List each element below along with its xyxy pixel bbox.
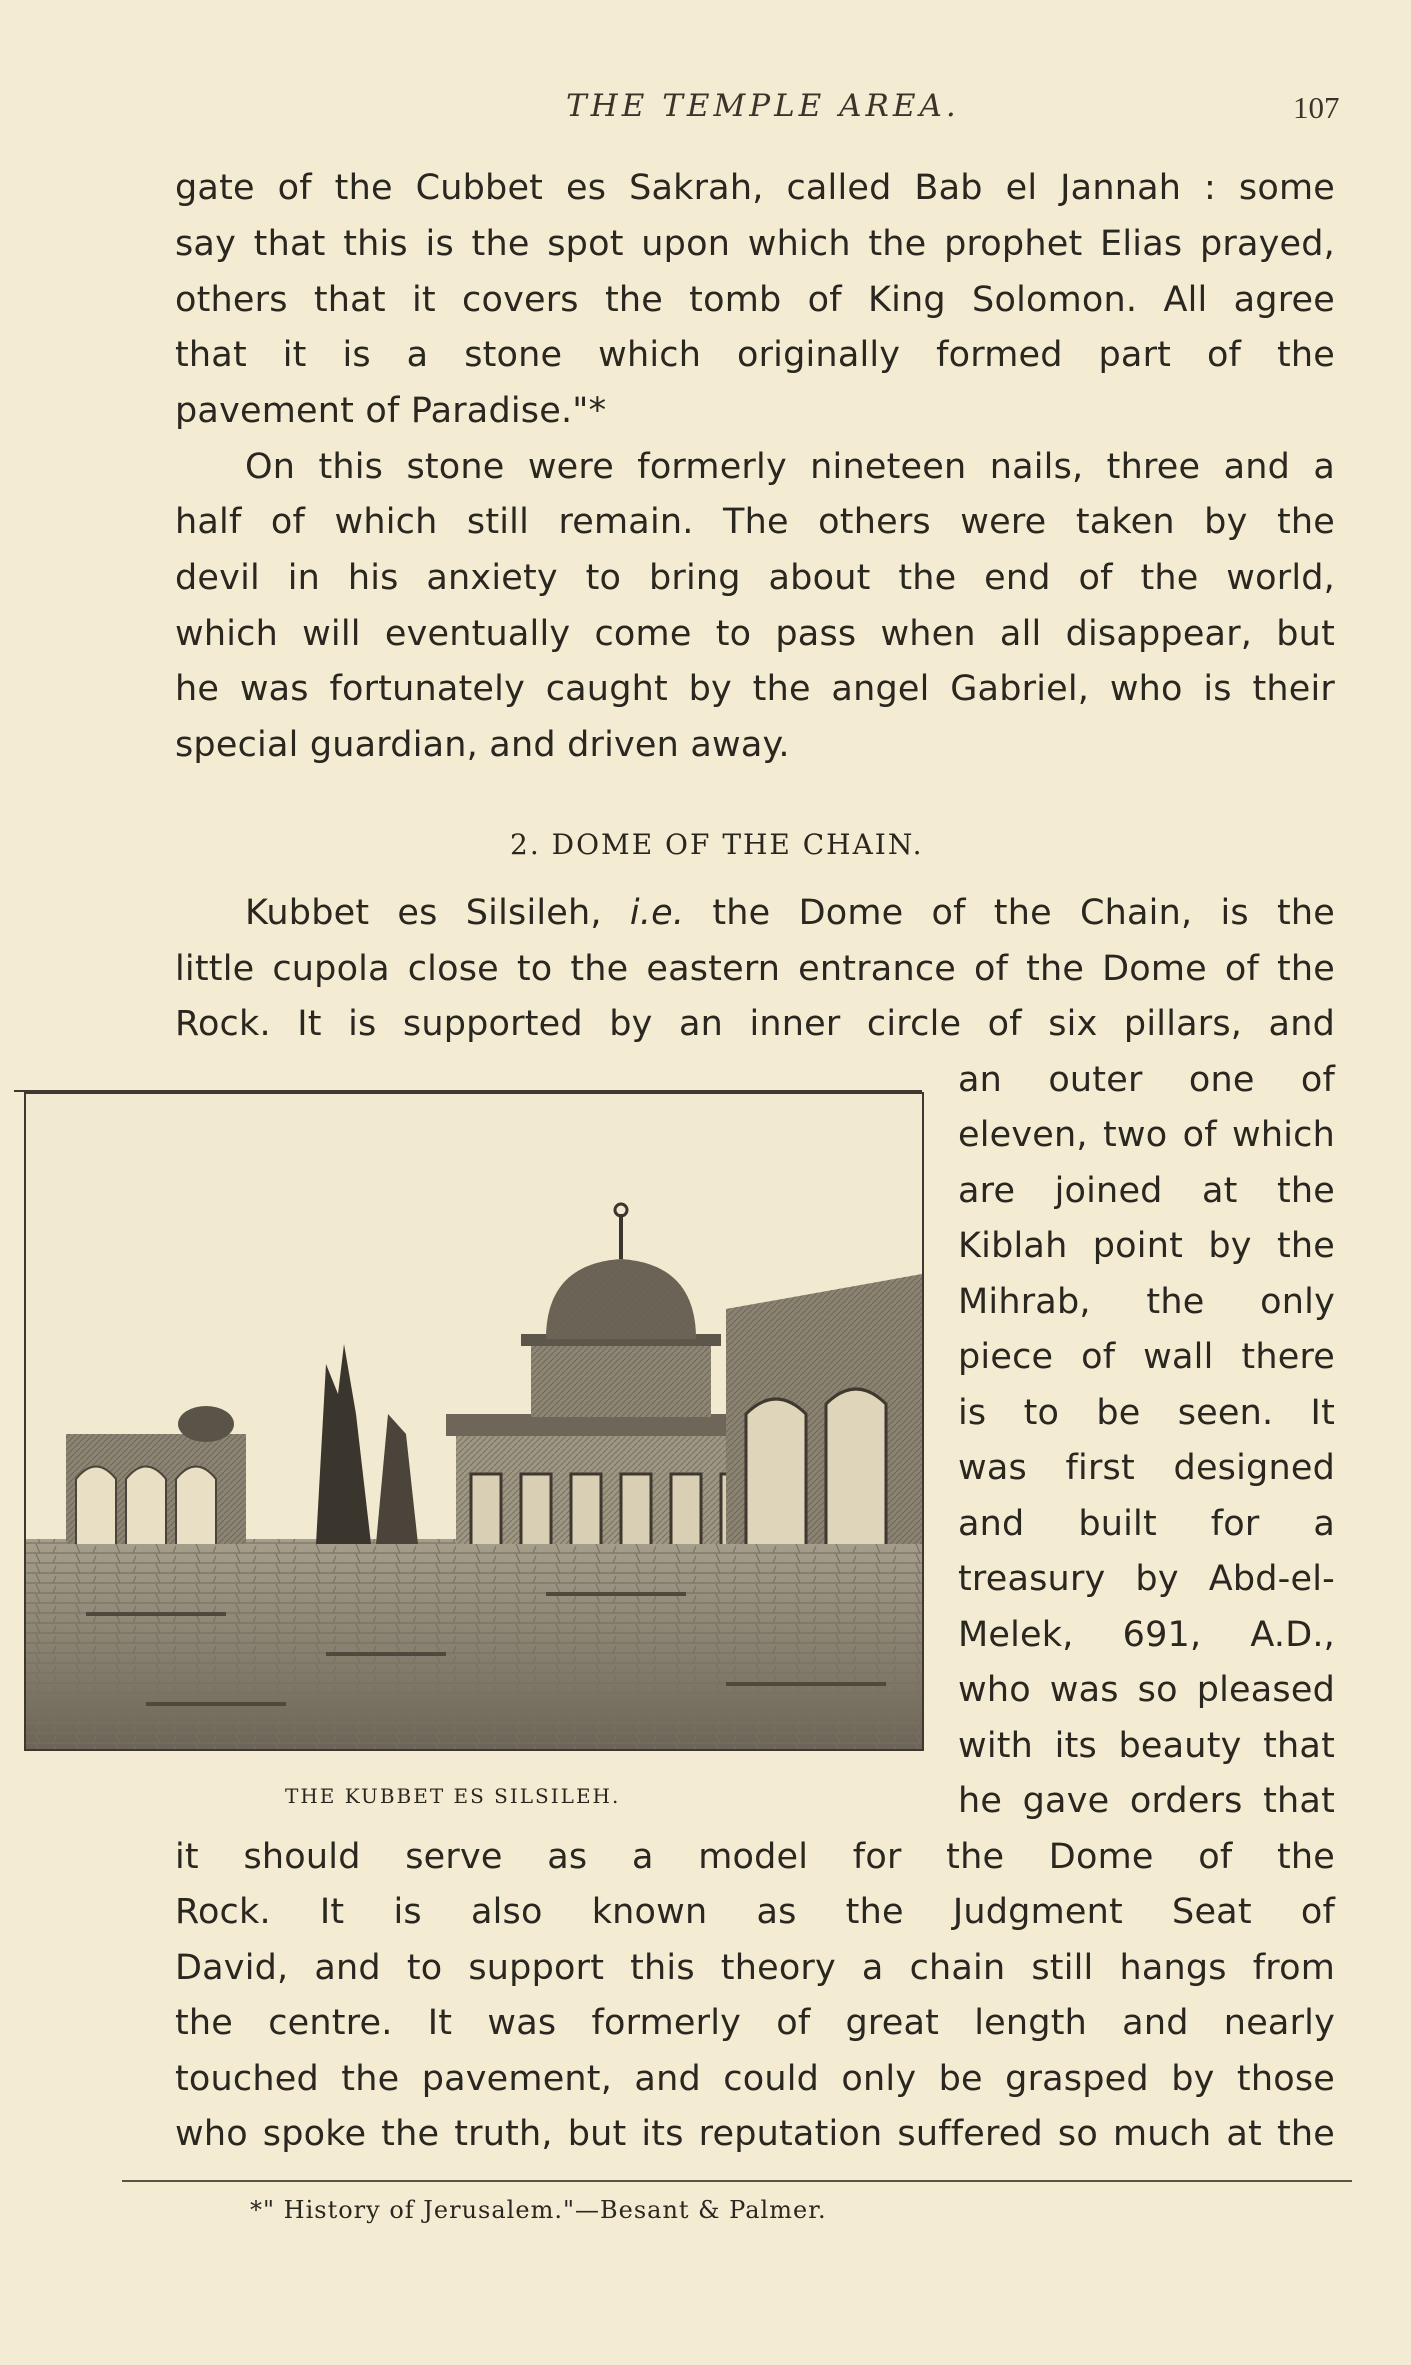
text-line bbox=[175, 889, 1335, 937]
text-line: he gave orders that bbox=[958, 1781, 1335, 1821]
text-line: treasury by Abd-el- bbox=[958, 1559, 1335, 1599]
text-line: On this stone were formerly nineteen nails, three and a bbox=[245, 447, 1335, 487]
text-line: eleven, two of which bbox=[958, 1115, 1335, 1155]
engraving-image bbox=[26, 1094, 922, 1749]
text-line: David, and to support this theory a chain still hangs from bbox=[175, 1948, 1335, 1988]
text-line: who spoke the truth, but its reputation suffered so much at the bbox=[175, 2114, 1335, 2154]
text-span: Kubbet es Silsileh, bbox=[245, 893, 630, 933]
text-line: Mihrab, the only bbox=[958, 1282, 1335, 1322]
text-line: it should serve as a model for the Dome of the bbox=[175, 1837, 1335, 1877]
text-line: are joined at the bbox=[958, 1171, 1335, 1211]
footnote: *" History of Jerusalem."—Besant & Palmer. bbox=[250, 2196, 827, 2224]
running-header-title: THE TEMPLE AREA. bbox=[566, 88, 960, 124]
text-line: gate of the Cubbet es Sakrah, called Bab el Jannah : some bbox=[175, 168, 1335, 208]
text-line: Rock. It is supported by an inner circle of six pillars, and bbox=[175, 1004, 1335, 1044]
text-line: he was fortunately caught by the angel Gabriel, who is their bbox=[175, 669, 1335, 709]
text-line: half of which still remain. The others were taken by the bbox=[175, 502, 1335, 542]
text-line: who was so pleased bbox=[958, 1670, 1335, 1710]
text-line: an outer one of bbox=[958, 1060, 1335, 1100]
text-line: and built for a bbox=[958, 1504, 1335, 1544]
dome-illustration bbox=[24, 1092, 924, 1751]
page-number: 107 bbox=[1293, 90, 1340, 125]
text-line: touched the pavement, and could only be grasped by those bbox=[175, 2059, 1335, 2099]
text-line: Melek, 691, A.D., bbox=[958, 1615, 1335, 1655]
text-line: the centre. It was formerly of great length and nearly bbox=[175, 2003, 1335, 2043]
text-line: that it is a stone which originally formed part of the bbox=[175, 335, 1335, 375]
text-line: piece of wall there bbox=[958, 1337, 1335, 1377]
text-line: with its beauty that bbox=[958, 1726, 1335, 1766]
text-line: is to be seen. It bbox=[958, 1393, 1335, 1433]
section-heading: 2. DOME OF THE CHAIN. bbox=[510, 828, 924, 861]
text-line: others that it covers the tomb of King Solomon. All agree bbox=[175, 280, 1335, 320]
text-line: devil in his anxiety to bring about the end of the world, bbox=[175, 558, 1335, 598]
text-line: was first designed bbox=[958, 1448, 1335, 1488]
text-line: which will eventually come to pass when all disappear, but bbox=[175, 614, 1335, 654]
text-line: say that this is the spot upon which the prophet Elias prayed, bbox=[175, 224, 1335, 264]
italic-abbreviation: i.e. bbox=[629, 893, 685, 933]
text-line: pavement of Paradise."* bbox=[175, 391, 607, 431]
footnote-rule bbox=[122, 2180, 1352, 2182]
text-span: the Dome of the Chain, is the bbox=[684, 893, 1335, 933]
text-line: Rock. It is also known as the Judgment Seat of bbox=[175, 1892, 1335, 1932]
text-line: special guardian, and driven away. bbox=[175, 725, 790, 765]
text-line: Kiblah point by the bbox=[958, 1226, 1335, 1266]
text-line: little cupola close to the eastern entrance of the Dome of the bbox=[175, 949, 1335, 989]
figure-caption: THE KUBBET ES SILSILEH. bbox=[285, 1784, 621, 1808]
